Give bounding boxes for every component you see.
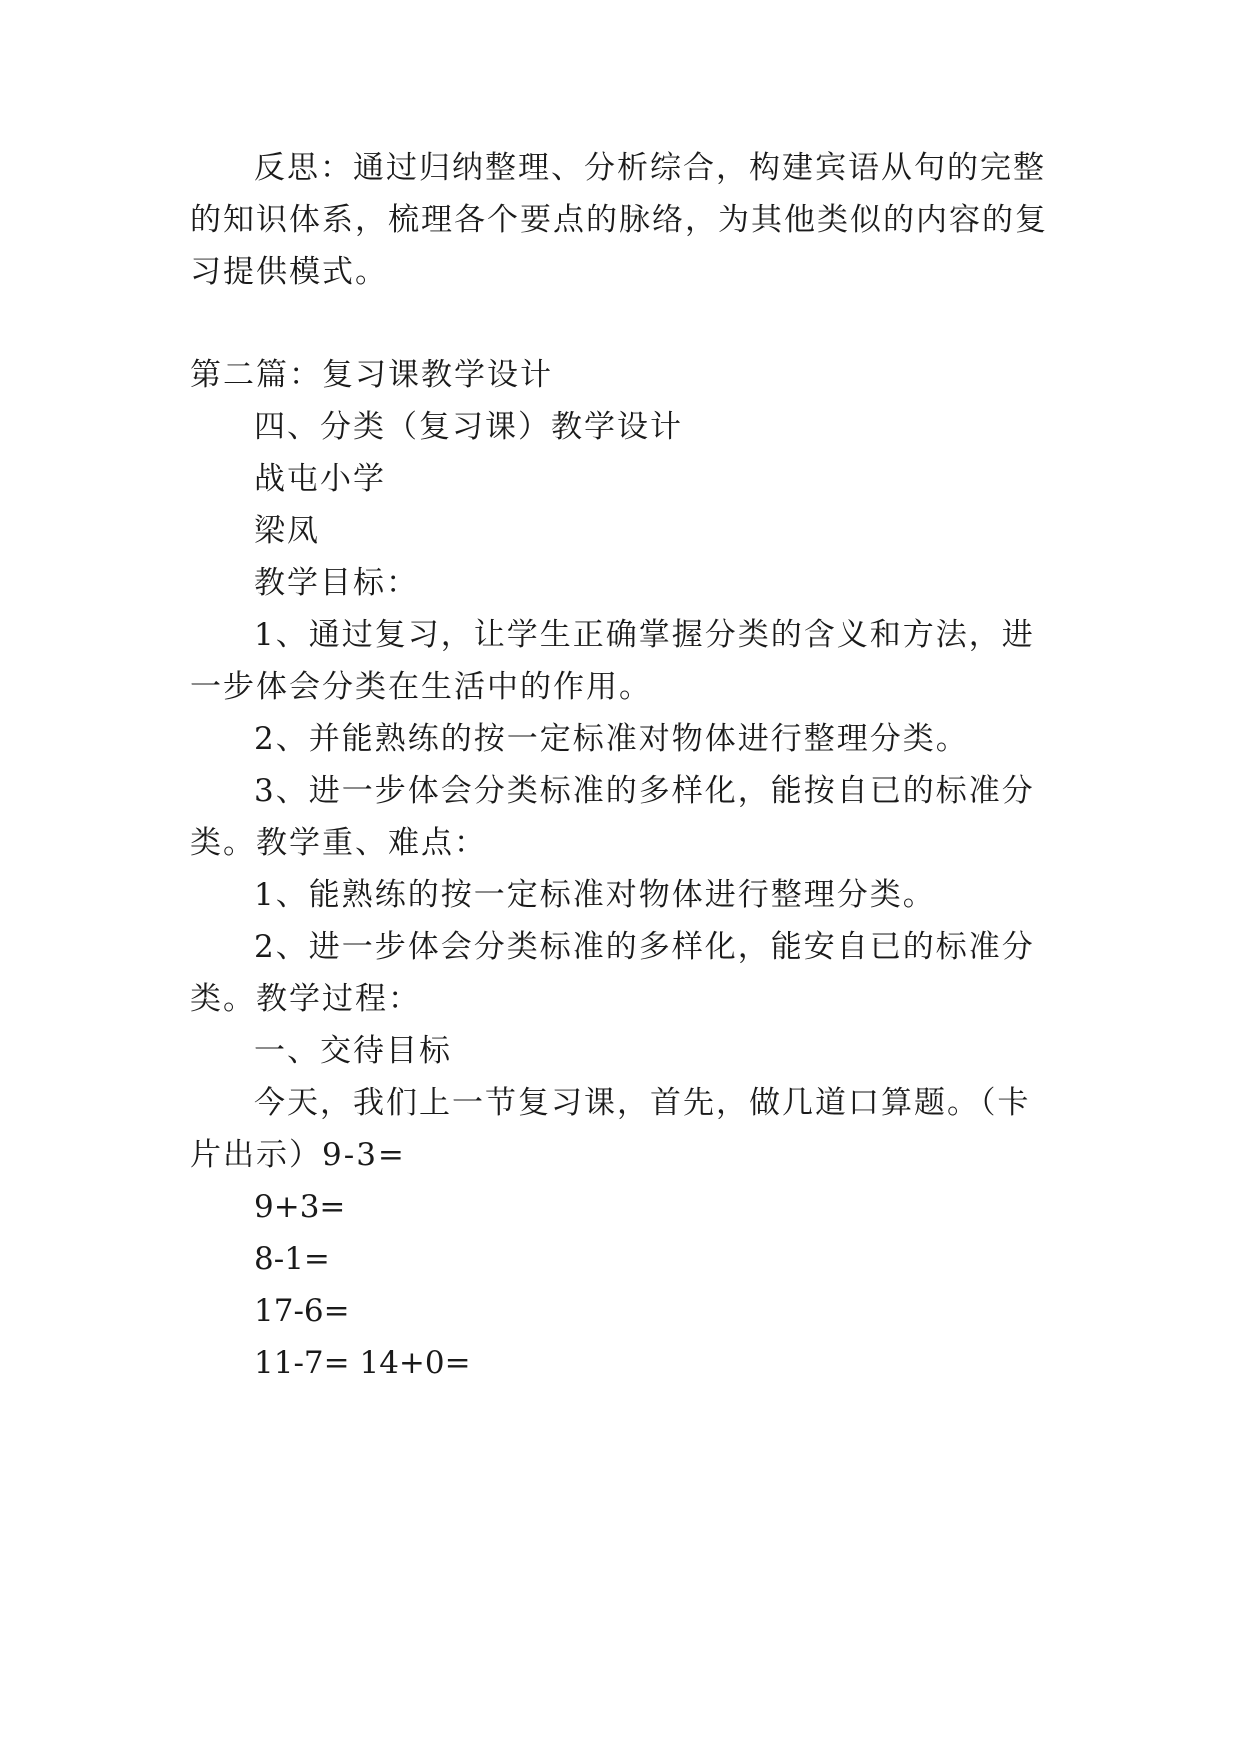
- author-name: 梁凤: [254, 513, 320, 549]
- reflection-line: 反思：通过归纳整理、分析综合，构建宾语从句的完整: [254, 150, 1046, 186]
- exercise: 9+3=: [254, 1189, 346, 1225]
- goals-title: 教学目标：: [254, 565, 419, 601]
- key-point: 2、进一步体会分类标准的多样化，能安自已的标准分: [254, 929, 1035, 965]
- step-text: 今天，我们上一节复习课，首先，做几道口算题。（卡: [254, 1085, 1031, 1121]
- step-text: 片出示）9-3=: [190, 1137, 406, 1173]
- exercise: 11-7= 14+0=: [254, 1345, 471, 1381]
- goal-item: 2、并能熟练的按一定标准对物体进行整理分类。: [254, 721, 969, 757]
- school-name: 战屯小学: [254, 461, 386, 497]
- key-point: 类。教学过程：: [190, 981, 421, 1017]
- goal-item: 1、通过复习，让学生正确掌握分类的含义和方法，进: [254, 617, 1035, 653]
- goal-item: 类。教学重、难点：: [190, 825, 487, 861]
- article-heading: 第二篇：复习课教学设计: [190, 357, 553, 393]
- reflection-line: 的知识体系，梳理各个要点的脉络，为其他类似的内容的复: [190, 202, 1048, 238]
- reflection-line: 习提供模式。: [190, 254, 388, 290]
- exercise: 17-6=: [254, 1293, 350, 1329]
- article-subtitle: 四、分类（复习课）教学设计: [254, 409, 683, 445]
- goal-item: 一步体会分类在生活中的作用。: [190, 669, 652, 705]
- exercise: 8-1=: [254, 1241, 330, 1277]
- step-title: 一、交待目标: [254, 1033, 452, 1069]
- goal-item: 3、进一步体会分类标准的多样化，能按自已的标准分: [254, 773, 1035, 809]
- key-point: 1、能熟练的按一定标准对物体进行整理分类。: [254, 877, 936, 913]
